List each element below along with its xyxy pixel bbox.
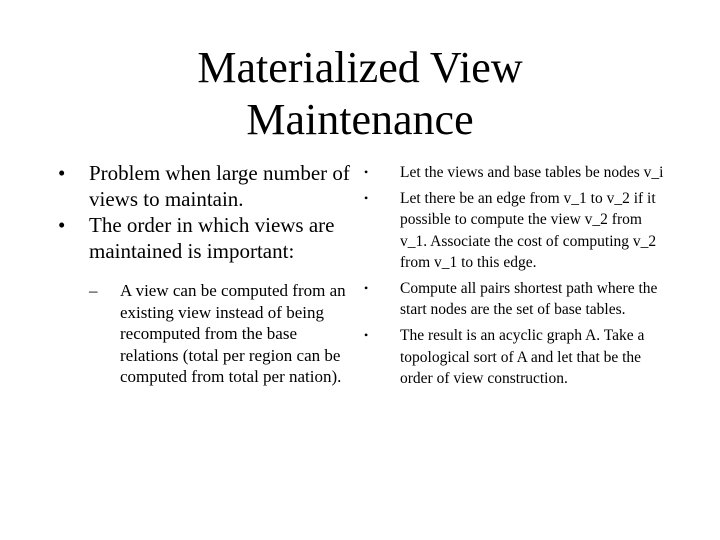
left-sub-bullet-list (58, 280, 358, 388)
right-bullet-text: Let the views and base tables be nodes v_i (400, 164, 664, 181)
bullet-dot-icon: • (364, 165, 369, 179)
right-bullet-item (364, 325, 664, 389)
bullet-dot-icon: • (364, 191, 369, 206)
right-bullet-item (364, 278, 664, 320)
bullet-dot-icon: • (58, 161, 66, 185)
slide-title (0, 42, 720, 146)
right-bullet-text: Let there be an edge from v_1 to v_2 if it possible to compute the view v_2 from v_1. Associate the cost of computing v_2 from v_1 to this edge. (400, 190, 657, 271)
right-bullet-column (364, 162, 664, 394)
right-bullet-text: Compute all pairs shortest path where the start nodes are the set of base tables. (400, 280, 658, 319)
left-bullet-item (58, 212, 358, 264)
left-sub-bullet-text: A view can be computed from an existing view instead of being recomputed from the base relations (total per region can be computed from total per nation). (120, 281, 346, 386)
left-bullet-text: The order in which views are maintained is important: (89, 213, 335, 263)
slide-title-line-1: Materialized View (197, 43, 523, 92)
left-bullet-text: Problem when large number of views to maintain. (89, 161, 350, 211)
left-bullet-column (58, 160, 358, 388)
left-sub-bullet-item (89, 280, 358, 388)
right-bullet-text: The result is an acyclic graph A. Take a topological sort of A and let that be the order of view construction. (400, 327, 645, 387)
bullet-dot-icon: • (364, 328, 369, 343)
bullet-dot-icon: • (364, 281, 369, 296)
bullet-dot-icon: • (58, 213, 66, 237)
slide-title-line-2: Maintenance (246, 95, 474, 144)
right-bullet-item (364, 188, 664, 273)
left-bullet-item (58, 160, 358, 212)
bullet-dash-icon: – (89, 281, 98, 300)
right-bullet-item (364, 162, 664, 183)
